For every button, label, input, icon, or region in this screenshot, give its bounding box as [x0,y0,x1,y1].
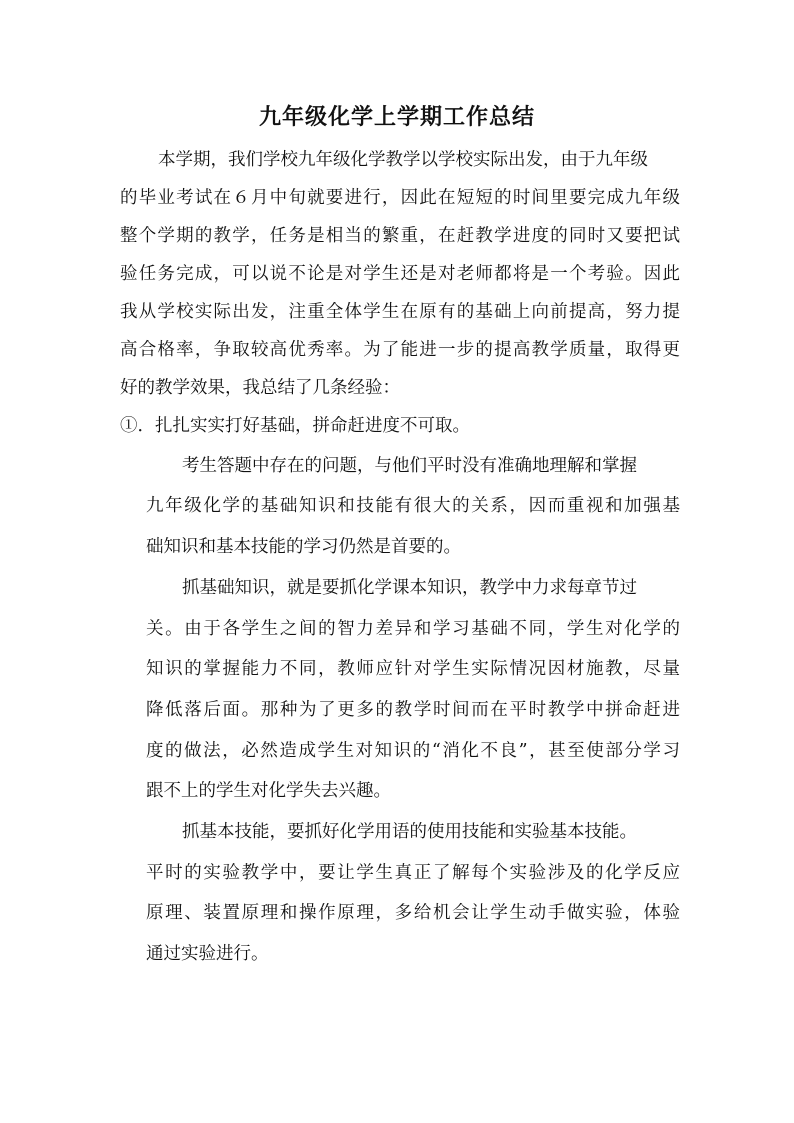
text-line: 好的教学效果，我总结了几条经验： [120,378,400,398]
text-line: 通过实验进行。 [146,944,269,964]
text-line: 验任务完成，可以说不论是对学生还是对老师都将是一个考验。因此 [120,264,680,284]
text-line: 关。由于各学生之间的智力差异和学习基础不同，学生对化学的 [146,619,680,639]
text-line: 平时的实验教学中，要让学生真正了解每个实验涉及的化学反应 [146,863,680,883]
text-line: 考生答题中存在的问题，与他们平时没有准确地理解和掌握 [182,456,637,476]
text-line: 九年级化学的基础知识和技能有很大的关系，因而重视和加强基 [146,496,680,516]
text-line: 高合格率，争取较高优秀率。为了能进一步的提高教学质量，取得更 [120,340,680,360]
text-line: 原理、装置原理和操作原理，多给机会让学生动手做实验，体验 [146,903,680,923]
text-line: 本学期，我们学校九年级化学教学以学校实际出发，由于九年级 [158,150,648,170]
text-line: 抓基础知识，就是要抓化学课本知识，教学中力求每章节过 [182,578,637,598]
text-line: 础知识和基本技能的学习仍然是首要的。 [146,537,461,557]
document-title: 九年级化学上学期工作总结 [258,104,535,130]
text-line: 整个学期的教学，任务是相当的繁重，在赶教学进度的同时又要把试 [120,226,680,246]
text-line: 降低落后面。那种为了更多的教学时间而在平时教学中拼命赶进 [146,700,680,720]
text-line: 跟不上的学生对化学失去兴趣。 [146,781,391,801]
text-line: 度的做法，必然造成学生对知识的“消化不良”，甚至使部分学习 [146,741,680,761]
section-heading: ①．扎扎实实打好基础，拼命赶进度不可取。 [120,416,470,436]
text-line: 我从学校实际出发，注重全体学生在原有的基础上向前提高，努力提 [120,302,680,322]
text-line: 抓基本技能，要抓好化学用语的使用技能和实验基本技能。 [182,822,637,842]
text-line: 的毕业考试在６月中旬就要进行，因此在短短的时间里要完成九年级 [120,188,680,208]
text-line: 知识的掌握能力不同，教师应针对学生实际情况因材施教，尽量 [146,659,680,679]
